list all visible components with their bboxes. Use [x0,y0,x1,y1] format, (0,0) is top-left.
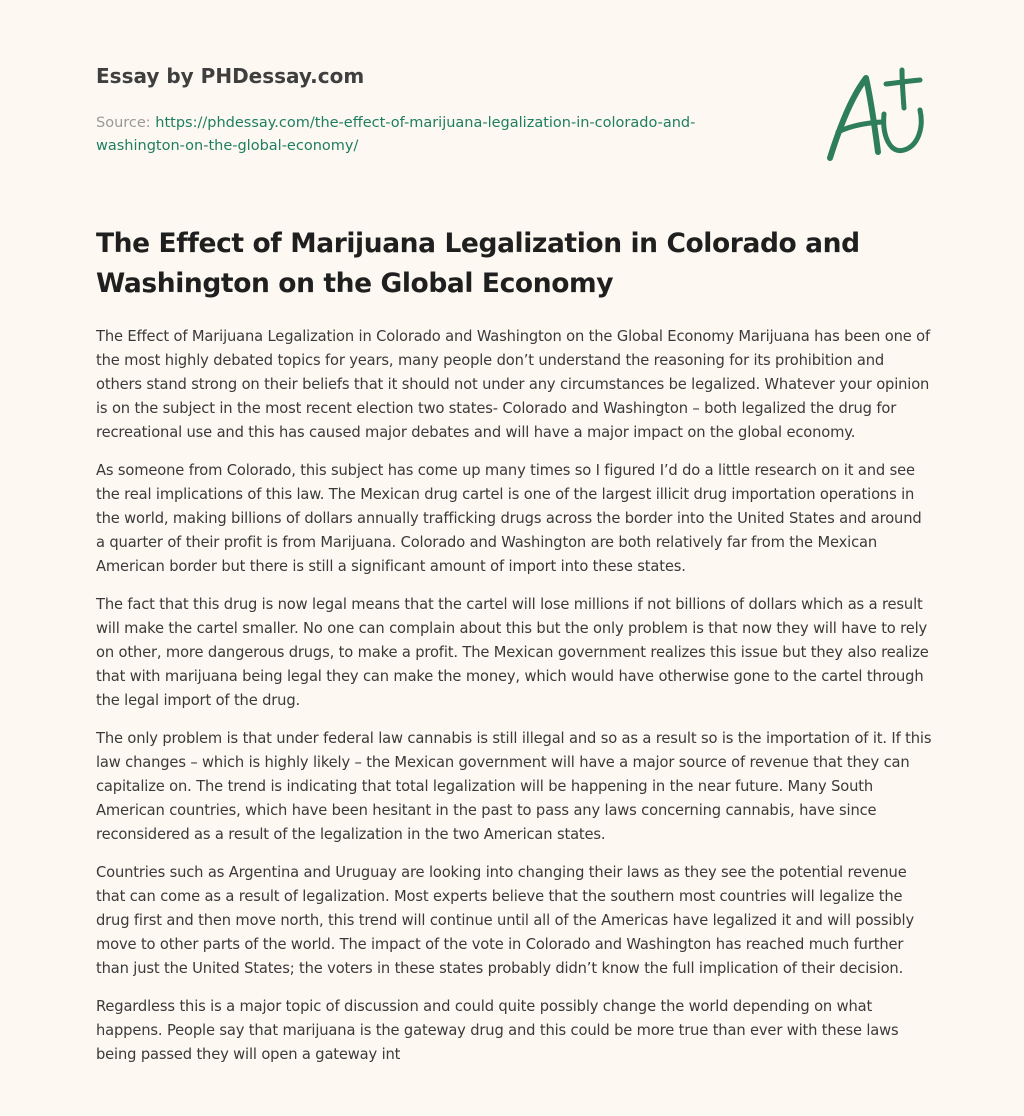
source-label: Source: [96,115,151,131]
essay-paragraph: The only problem is that under federal law cannabis is still illegal and so as a result so is the importation of it. If this law changes – which is highly likely – the Mexican government will have a major source of revenue that they can capitalize on. The trend is indicating that total legalization will be happening in the near future. Many South American countries, which have been hesitant in the past to pass any laws concerning cannabis, have since reconsidered as a result of the legalization in the two American states. [96,730,932,843]
essay-paragraph: Regardless this is a major topic of discussion and could quite possibly change the world depending on what happens. People say that marijuana is the gateway drug and this could be more true than ever with these laws being passed they will open a gateway int [96,998,899,1063]
essay-title: The Effect of Marijuana Legalization in Colorado and Washington on the Global Economy [96,228,860,299]
essay-paragraph: Countries such as Argentina and Uruguay are looking into changing their laws as they see the potential revenue that can come as a result of legalization. Most experts believe that the southern most countries will legalize the drug first and then move north, this trend will continue until all of the Americas have legalized it and will possibly move to other parts of the world. The impact of the vote in Colorado and Washington has reached much further than just the United States; the voters in these states probably didn’t know the full implication of their decision. [96,864,914,977]
source-line [96,112,756,158]
a-plus-logo-icon [820,66,932,166]
source-link[interactable]: https://phdessay.com/the-effect-of-marijuana-legalization-in-colorado-and-washington-on-the-global-economy/ [96,115,696,154]
essay-paragraph: The fact that this drug is now legal means that the cartel will lose millions if not billions of dollars which as a result will make the cartel smaller. No one can complain about this but the only problem is that now they will have to rely on other, more dangerous drugs, to make a profit. The Mexican government realizes this issue but they also realize that with marijuana being legal they can make the money, which would have otherwise gone to the cartel through the legal import of the drug. [96,596,929,709]
essay-body [96,325,932,1081]
site-title: Essay by PHDessay.com [96,64,365,88]
essay-paragraph: The Effect of Marijuana Legalization in Colorado and Washington on the Global Economy Marijuana has been one of the most highly debated topics for years, many people don’t understand the reasoning for its prohibition and others stand strong on their beliefs that it should not under any circumstances be legalized. Whatever your opinion is on the subject in the most recent election two states- Colorado and Washington – both legalized the drug for recreational use and this has caused major debates and will have a major impact on the global economy. [96,328,930,441]
essay-paragraph: As someone from Colorado, this subject has come up many times so I figured I’d do a little research on it and see the real implications of this law. The Mexican drug cartel is one of the largest illicit drug importation operations in the world, making billions of dollars annually trafficking drugs across the border into the United States and around a quarter of their profit is from Marijuana. Colorado and Washington are both relatively far from the Mexican American border but there is still a significant amount of import into these states. [96,462,922,575]
